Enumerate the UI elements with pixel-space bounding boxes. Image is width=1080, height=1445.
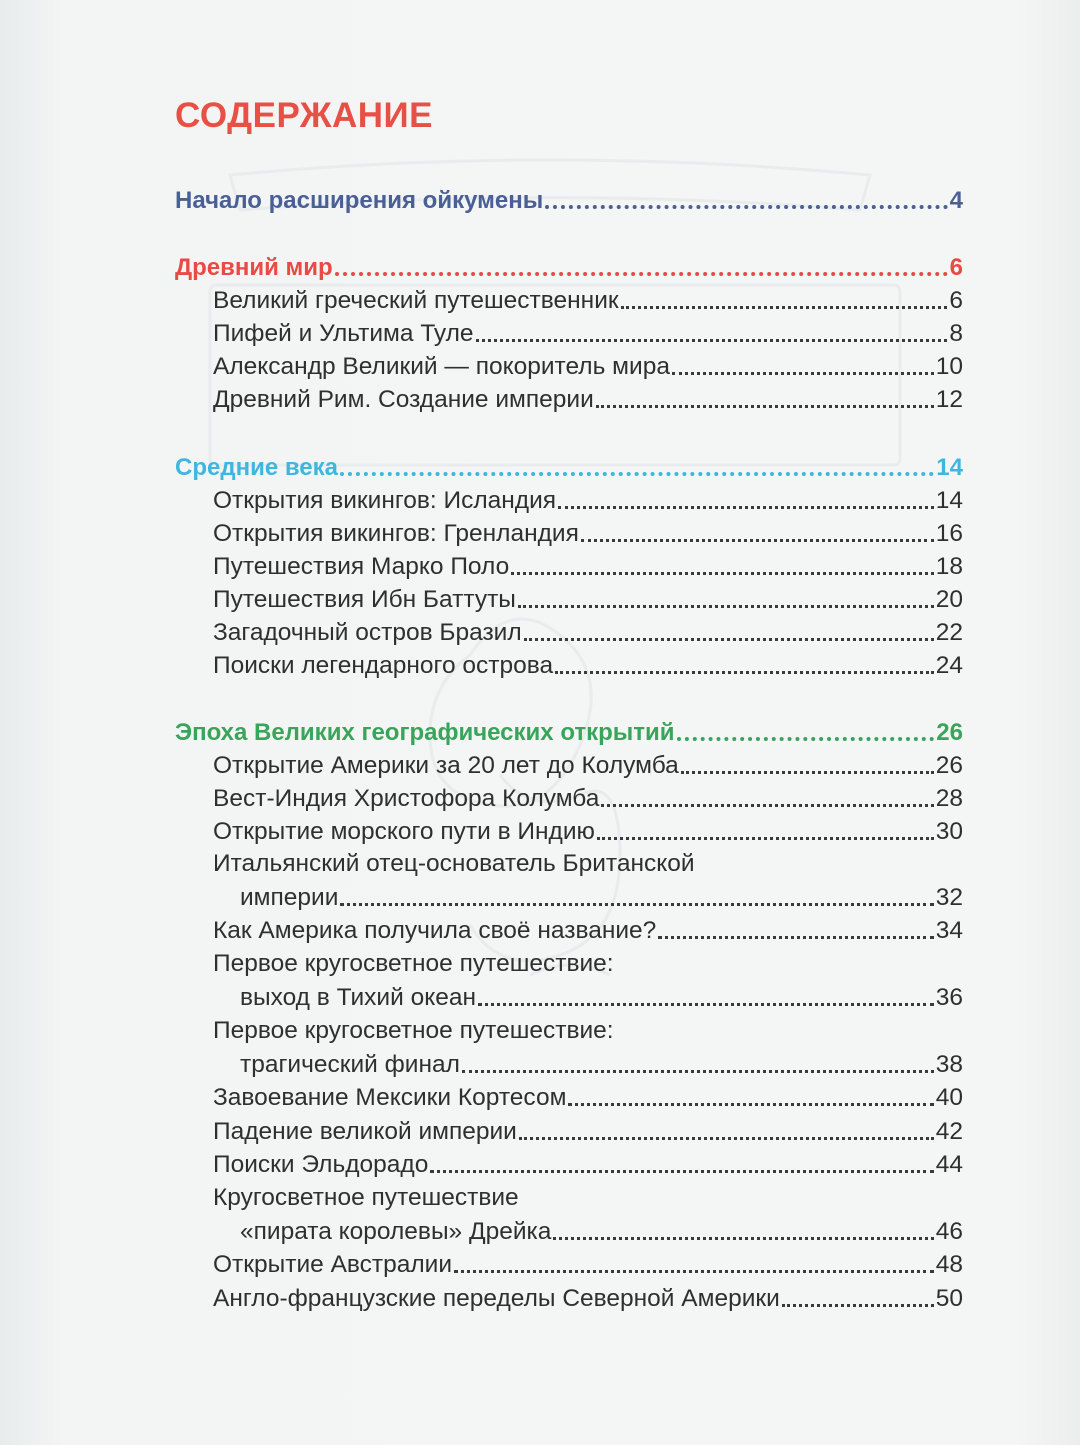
toc-item[interactable] <box>213 1116 963 1146</box>
toc-item[interactable] <box>213 1283 963 1313</box>
toc-item-title: Пифей и Ультима Туле <box>213 320 474 347</box>
toc-page-number: 50 <box>935 1285 963 1312</box>
toc-page-number: 26 <box>936 719 963 746</box>
dot-leader <box>462 1070 934 1073</box>
toc-item[interactable] <box>213 1149 963 1179</box>
toc-item-title: Великий греческий путешественник <box>213 287 619 314</box>
dot-leader <box>454 1270 934 1273</box>
dot-leader <box>681 771 934 774</box>
toc-page-number: 44 <box>935 1151 963 1178</box>
dot-leader <box>340 472 934 476</box>
dot-leader <box>340 903 933 906</box>
toc-item-title: Завоевание Мексики Кортесом <box>213 1084 567 1111</box>
toc-page-number: 14 <box>935 487 963 514</box>
toc-item-title-line[interactable]: Кругосветное путешествие <box>213 1184 519 1211</box>
toc-page-number: 26 <box>935 752 963 779</box>
toc-item-title: Александр Великий — покоритель мира <box>213 353 670 380</box>
toc-page-number: 46 <box>935 1218 963 1245</box>
toc-page-number: 20 <box>935 586 963 613</box>
dot-leader <box>518 605 934 608</box>
toc-item[interactable] <box>213 1082 963 1112</box>
toc-section-title: Начало расширения ойкумены <box>175 187 544 214</box>
toc-item[interactable] <box>213 1249 963 1279</box>
toc-item-title: Путешествия Ибн Баттуты <box>213 586 516 613</box>
toc-item[interactable] <box>240 882 963 912</box>
dot-leader <box>601 804 933 807</box>
toc-item[interactable] <box>240 1049 963 1079</box>
toc-section-title: Эпоха Великих географических открытий <box>175 719 675 746</box>
toc-item[interactable] <box>213 551 963 581</box>
dot-leader <box>519 1137 934 1140</box>
toc-section[interactable] <box>175 452 963 482</box>
toc-item[interactable] <box>213 318 963 348</box>
toc-item[interactable] <box>213 617 963 647</box>
dot-leader <box>621 306 948 309</box>
toc-item[interactable] <box>240 1216 963 1246</box>
toc-page-number: 48 <box>935 1251 963 1278</box>
toc-item[interactable] <box>213 518 963 548</box>
toc-page-number: 10 <box>935 353 963 380</box>
toc-item-title: Как Америка получила своё название? <box>213 917 657 944</box>
dot-leader <box>558 506 934 509</box>
toc-item-title: Открытия викингов: Гренландия <box>213 520 579 547</box>
toc-item[interactable] <box>240 982 963 1012</box>
toc-item[interactable] <box>213 485 963 515</box>
toc-page-number: 38 <box>935 1051 963 1078</box>
toc-item-title: Падение великой империи <box>213 1118 517 1145</box>
toc-item-title: империи <box>240 884 339 911</box>
dot-leader <box>597 837 934 840</box>
toc-item[interactable] <box>213 584 963 614</box>
toc-item-title: Загадочный остров Бразил <box>213 619 522 646</box>
toc-page-number: 24 <box>935 652 963 679</box>
dot-leader <box>524 638 934 641</box>
toc-page-number: 22 <box>935 619 963 646</box>
toc-page-number: 14 <box>936 454 963 481</box>
toc-item-title: трагический финал <box>240 1051 460 1078</box>
toc-page-number: 6 <box>949 254 963 281</box>
toc-page-number: 12 <box>935 386 963 413</box>
dot-leader <box>511 572 934 575</box>
toc-item-title: «пирата королевы» Дрейка <box>240 1218 552 1245</box>
toc-section[interactable] <box>175 717 963 747</box>
toc-item-title: Поиски Эльдорадо <box>213 1151 429 1178</box>
toc-page-number: 18 <box>935 553 963 580</box>
dot-leader <box>677 737 935 741</box>
toc-page-number: 32 <box>935 884 963 911</box>
toc-section-title: Средние века <box>175 454 338 481</box>
toc-page-number: 6 <box>949 287 963 314</box>
dot-leader <box>335 272 948 276</box>
dot-leader <box>478 1003 934 1006</box>
toc-item[interactable] <box>213 384 963 414</box>
toc-section-title: Древний мир <box>175 254 333 281</box>
toc-item[interactable] <box>213 750 963 780</box>
dot-leader <box>672 372 934 375</box>
toc-item[interactable] <box>213 650 963 680</box>
toc-item-title: Поиски легендарного острова <box>213 652 554 679</box>
toc-section[interactable] <box>175 252 963 282</box>
toc-item[interactable] <box>213 285 963 315</box>
toc-item[interactable] <box>213 915 963 945</box>
toc-page-number: 16 <box>935 520 963 547</box>
toc-item-title-line[interactable]: Первое кругосветное путешествие: <box>213 1017 614 1044</box>
toc-item-title: Открытие Австралии <box>213 1251 453 1278</box>
toc-item-title: Вест-Индия Христофора Колумба <box>213 785 600 812</box>
toc-page-number: 4 <box>949 187 963 214</box>
toc-item-title: Англо-французские переделы Северной Америки <box>213 1285 780 1312</box>
dot-leader <box>581 539 934 542</box>
dot-leader <box>596 405 934 408</box>
toc-item-title-line[interactable]: Итальянский отец-основатель Британской <box>213 850 695 877</box>
toc-page-number: 28 <box>935 785 963 812</box>
dot-leader <box>430 1170 933 1173</box>
toc-item-title: Открытие Америки за 20 лет до Колумба <box>213 752 679 779</box>
dot-leader <box>545 205 947 209</box>
toc-item[interactable] <box>213 351 963 381</box>
dot-leader <box>553 1237 933 1240</box>
dot-leader <box>782 1304 934 1307</box>
dot-leader <box>555 671 934 674</box>
dot-leader <box>658 936 933 939</box>
toc-item-title: Древний Рим. Создание империи <box>213 386 594 413</box>
toc-item[interactable] <box>213 816 963 846</box>
toc-item-title-line[interactable]: Первое кругосветное путешествие: <box>213 950 614 977</box>
toc-item-title: Открытие морского пути в Индию <box>213 818 595 845</box>
toc-item-title: Путешествия Марко Поло <box>213 553 510 580</box>
toc-heading: СОДЕРЖАНИЕ <box>175 96 434 135</box>
toc-item-title: Открытия викингов: Исландия <box>213 487 557 514</box>
toc-page-number: 40 <box>935 1084 963 1111</box>
toc-page-number: 30 <box>935 818 963 845</box>
toc-item[interactable] <box>213 783 963 813</box>
toc-page-number: 8 <box>949 320 963 347</box>
dot-leader <box>476 339 948 342</box>
toc-page-number: 36 <box>935 984 963 1011</box>
toc-page-number: 42 <box>935 1118 963 1145</box>
toc-section[interactable] <box>175 185 963 215</box>
dot-leader <box>568 1103 933 1106</box>
toc-page-number: 34 <box>935 917 963 944</box>
toc-item-title: выход в Тихий океан <box>240 984 477 1011</box>
